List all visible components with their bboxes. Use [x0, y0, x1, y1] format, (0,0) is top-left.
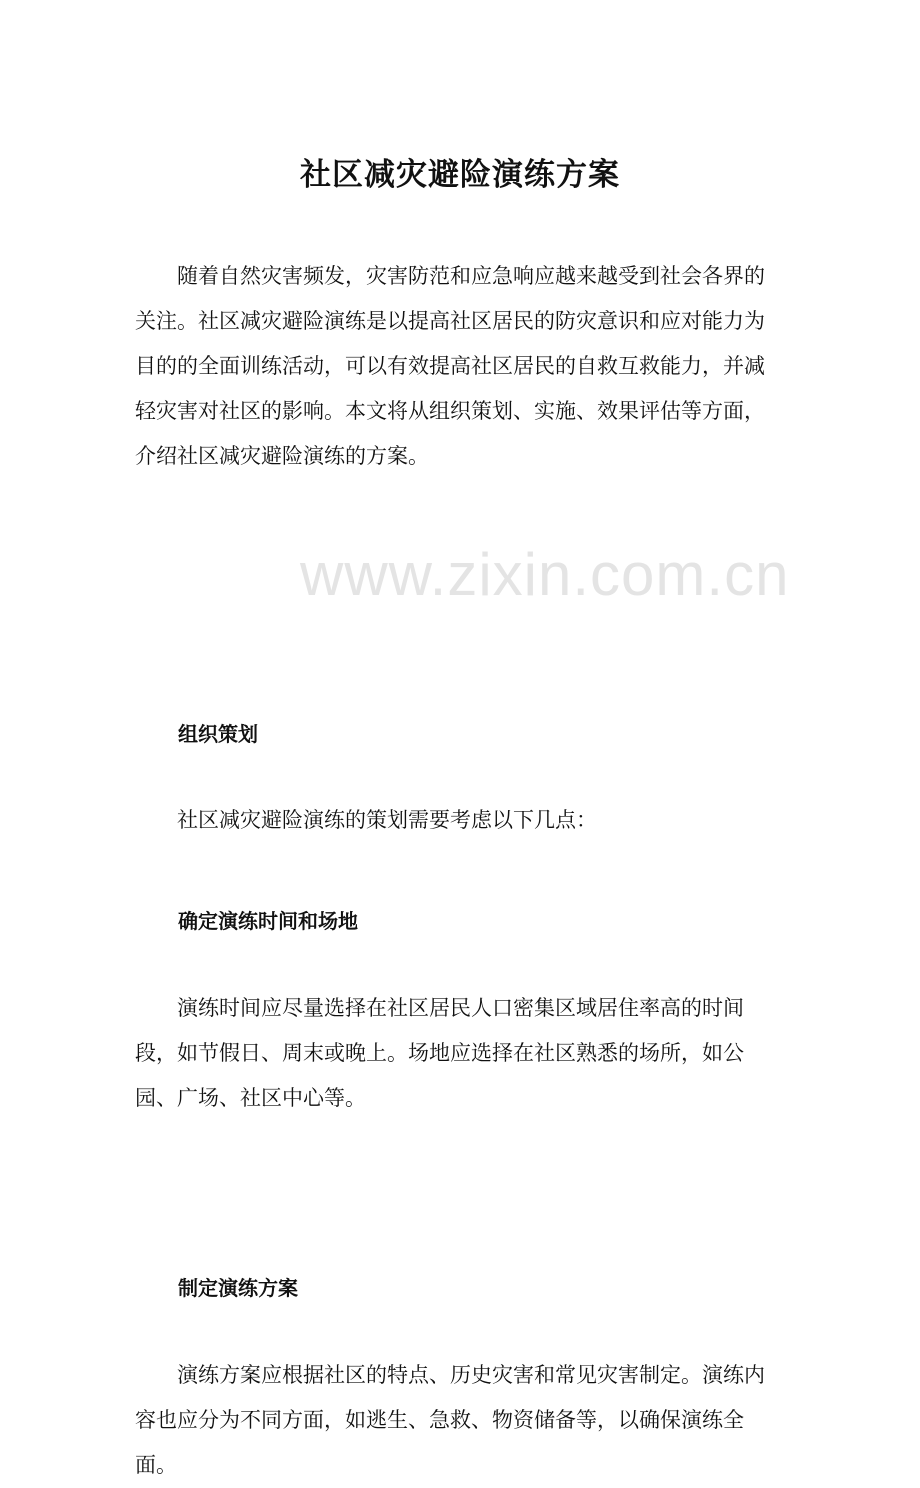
section-heading-time-venue: 确定演练时间和场地 — [178, 909, 358, 933]
section-text-time-venue: 演练时间应尽量选择在社区居民人口密集区域居住率高的时间段，如节假日、周末或晚上。场地应选择在社区熟悉的场所，如公园、广场、社区中心等。 — [135, 996, 744, 1110]
section-heading-planning: 组织策划 — [178, 722, 258, 746]
section-text-plan: 演练方案应根据社区的特点、历史灾害和常见灾害制定。演练内容也应分为不同方面，如逃生、急救、物资储备等，以确保演练全面。 — [135, 1363, 765, 1477]
section-heading-plan: 制定演练方案 — [178, 1276, 298, 1300]
watermark: www.zixin.com.cn — [300, 541, 790, 608]
document-title: 社区减灾避险演练方案 — [300, 157, 620, 193]
section-text-planning: 社区减灾避险演练的策划需要考虑以下几点： — [177, 808, 597, 832]
intro-paragraph: 随着自然灾害频发，灾害防范和应急响应越来越受到社会各界的关注。社区减灾避险演练是以提高社区居民的防灾意识和应对能力为目的的全面训练活动，可以有效提高社区居民的自救互救能力，并减轻灾害对社区的影响。本文将从组织策划、实施、效果评估等方面，介绍社区减灾避险演练的方案。 — [135, 264, 765, 468]
